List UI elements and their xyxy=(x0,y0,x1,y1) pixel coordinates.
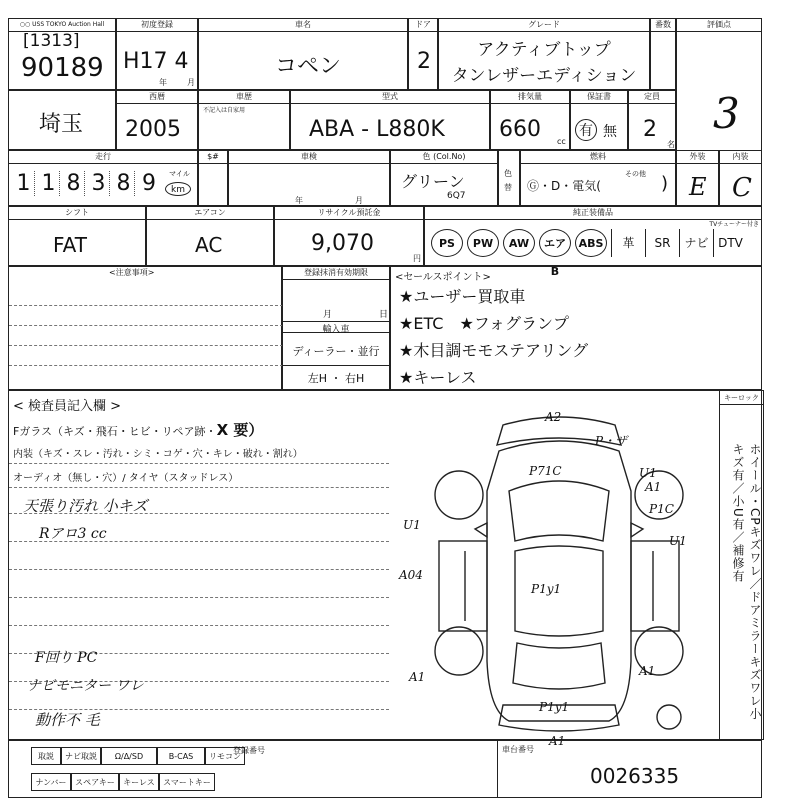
inspection-label: 車検 xyxy=(229,151,389,164)
equipment-item: エアB xyxy=(539,229,571,257)
equipment-item: PS xyxy=(431,229,463,257)
displacement: 660 xyxy=(499,117,541,142)
car-damage-diagram xyxy=(399,410,717,748)
interior-box xyxy=(719,150,762,206)
mileage-digit: 3 xyxy=(88,171,110,196)
damage-mark: A1 xyxy=(639,664,656,678)
history-box xyxy=(198,90,290,150)
reg-month: 月 xyxy=(323,310,333,320)
model-box xyxy=(290,90,490,150)
footer-box xyxy=(8,740,762,798)
caution-box xyxy=(8,266,282,390)
lot-box xyxy=(8,18,116,90)
warranty-label: 保証書 xyxy=(571,91,627,104)
interior-label: 内装 xyxy=(720,151,761,164)
import-label: 輸入車 xyxy=(283,321,389,333)
capacity-box xyxy=(628,90,676,150)
recycle-box xyxy=(274,206,424,266)
shift: FAT xyxy=(53,233,88,257)
color-code: 6Q7 xyxy=(447,191,466,201)
mileage-digit: 8 xyxy=(63,171,85,196)
glass-text: Fガラス（キズ・飛石・ヒビ・リペア跡・ xyxy=(13,425,217,438)
count-label: 番数 xyxy=(651,19,675,32)
model: ABA - L880K xyxy=(309,117,445,142)
lot-number: 90189 xyxy=(21,53,104,83)
inspection-month: 月 xyxy=(355,196,363,205)
damage-mark: P1y1 xyxy=(531,582,562,596)
equipment-item: 革 xyxy=(611,229,645,257)
mileage-label: 走行 xyxy=(9,151,197,164)
grade-line1: アクティブトップ xyxy=(477,40,611,60)
equipment-item: DTV xyxy=(713,229,747,257)
equipment-row xyxy=(425,219,763,278)
hand-note-3: F回り PC xyxy=(35,650,98,666)
caution-label: <注意事項> xyxy=(109,268,155,277)
year-label: 西暦 xyxy=(117,91,197,104)
mileage-digit: 1 xyxy=(13,171,35,196)
import-value: ディーラー・並行 xyxy=(292,345,380,358)
equipment-box xyxy=(424,206,762,278)
first-reg-value: H17 4 xyxy=(123,49,189,74)
footer-equip-item: 取説 xyxy=(31,747,61,765)
mileage-digit: 9 xyxy=(142,171,156,196)
sales-list xyxy=(399,283,588,391)
year: 2005 xyxy=(125,117,181,142)
warranty-no: 無 xyxy=(603,124,617,140)
car-name: コペン xyxy=(275,54,342,79)
damage-mark: A04 xyxy=(399,568,423,582)
warranty-yes: 有 xyxy=(575,119,597,141)
lot-id: [1313] xyxy=(23,31,80,51)
score: 3 xyxy=(713,89,740,138)
mileage-digit: 8 xyxy=(113,171,135,196)
equipment-item: AW xyxy=(503,229,535,257)
hand-note-1: 天張り汚れ 小キズ xyxy=(23,497,148,515)
grade-label: グレード xyxy=(439,19,649,32)
footer-equip-item: キーレス xyxy=(119,773,159,791)
sales-point: ★ユーザー買取車 xyxy=(399,287,526,306)
score-label: 評価点 xyxy=(677,19,761,32)
history-note: 不記入は自家用 xyxy=(203,107,246,114)
handle-value: 左H ・ 右H xyxy=(283,365,389,391)
sales-label: <セールスポイント> xyxy=(395,272,491,283)
interior: C xyxy=(732,173,752,203)
damage-mark: P1C xyxy=(649,502,674,516)
equipment-item: ABS xyxy=(575,229,607,257)
glass-line xyxy=(13,419,263,440)
fuel-label: 燃料 xyxy=(521,151,675,164)
shift-box xyxy=(8,206,146,266)
chassis-label: 車台番号 xyxy=(502,745,534,754)
mileage-box xyxy=(8,150,198,206)
fuel-close: ) xyxy=(661,173,669,194)
footer-equip-item: B-CAS xyxy=(157,747,205,765)
glass-mark: X 要） xyxy=(216,421,264,439)
shift-label: シフト xyxy=(9,207,145,220)
footer-equip-item: Ω/Δ/SD xyxy=(101,747,157,765)
first-reg-box xyxy=(116,18,198,90)
hand-note-4: ナビモニター ワレ xyxy=(27,678,144,694)
exterior: E xyxy=(689,173,707,201)
auction-sheet xyxy=(8,0,762,800)
doors-label: ドア xyxy=(409,19,437,32)
color: グリーン xyxy=(401,172,465,191)
reg-no-label: 登録番号 xyxy=(233,746,265,755)
doors: 2 xyxy=(417,49,431,74)
region-box xyxy=(8,90,116,150)
ac: AC xyxy=(195,233,223,257)
fuel-box xyxy=(520,150,676,206)
yen-unit: 円 xyxy=(413,254,421,263)
keylock-label: キーロック xyxy=(720,393,763,405)
damage-marks xyxy=(398,410,687,748)
registration-label: 登録抹消有効期限 xyxy=(283,267,389,280)
unit-mile: マイル xyxy=(169,170,190,178)
damage-mark: U1 xyxy=(403,518,421,532)
car-name-box xyxy=(198,18,408,90)
count-box xyxy=(650,18,676,90)
hand-note-5: 動作不 毛 xyxy=(35,711,100,729)
registration-box xyxy=(282,266,390,390)
month-kanji: 月 xyxy=(187,78,195,87)
year-kanji: 年 xyxy=(159,78,167,87)
chassis-box xyxy=(497,740,763,798)
equipment-item: ナビ xyxy=(679,229,713,257)
model-label: 型式 xyxy=(291,91,489,104)
equipment-item: SR xyxy=(645,229,679,257)
inspection-box xyxy=(228,150,390,206)
displacement-label: 排気量 xyxy=(491,91,569,104)
s-box xyxy=(198,150,228,206)
persons-unit: 名 xyxy=(667,140,675,149)
mileage-digit: 1 xyxy=(38,171,60,196)
capacity: 2 xyxy=(643,117,657,142)
audio-line: オーディオ（無し・穴）/ タイヤ（スタッドレス） xyxy=(13,473,239,484)
color-change-box xyxy=(498,150,520,206)
sales-point: ★キーレス xyxy=(399,368,477,387)
interior-line: 内装（キズ・スレ・汚れ・シミ・コゲ・穴・キレ・破れ・割れ） xyxy=(13,449,303,460)
capacity-label: 定員 xyxy=(629,91,675,104)
footer-equip-item: スマートキー xyxy=(159,773,215,791)
damage-mark: P・ザ xyxy=(595,434,628,448)
warranty-box xyxy=(570,90,628,150)
side-notes: ホイール・CPキズワレ／ドアミラーキズワレ小キズ有／小U有／補修有 xyxy=(731,443,762,721)
history-label: 車歴 xyxy=(199,91,289,104)
sales-box xyxy=(390,266,762,390)
grade-box xyxy=(438,18,650,90)
damage-mark: A2 xyxy=(545,410,562,424)
sales-point: ★木目調モモステアリング xyxy=(399,341,589,360)
exterior-label: 外装 xyxy=(677,151,718,164)
damage-mark: U1 xyxy=(669,534,687,548)
damage-mark: A1 xyxy=(409,670,426,684)
color-box xyxy=(390,150,498,206)
inspector-title: < 検査員記入欄 > xyxy=(13,399,122,414)
cc-unit: cc xyxy=(557,137,566,146)
chassis-number: 0026335 xyxy=(590,764,680,788)
unit-km: km xyxy=(165,182,191,196)
inspection-year: 年 xyxy=(295,196,303,205)
damage-mark: A1 xyxy=(549,734,566,748)
navi-tuner-label: TVチューナー付き xyxy=(709,221,759,228)
footer-equip-item: ナビ取説 xyxy=(61,747,101,765)
equipment-label: 純正装備品 xyxy=(425,207,761,220)
keylock-panel xyxy=(719,390,764,740)
sales-point: ★ETC ★フォグランプ xyxy=(399,314,570,333)
car-name-label: 車名 xyxy=(199,19,407,32)
fuel-other: その他 xyxy=(625,170,646,178)
damage-mark: P71C xyxy=(529,464,562,478)
footer-equip-item: スペアキー xyxy=(71,773,119,791)
ac-box xyxy=(146,206,274,266)
footer-equip-item: リモコン xyxy=(205,747,245,765)
year-box xyxy=(116,90,198,150)
reg-day: 日 xyxy=(379,310,389,320)
color-label: 色 (Col.No) xyxy=(391,151,497,164)
ac-label: エアコン xyxy=(147,207,273,220)
s-label: $# xyxy=(199,151,227,164)
damage-mark: P1y1 xyxy=(539,700,570,714)
recycle: 9,070 xyxy=(311,231,374,256)
footer-equip-item: ナンバー xyxy=(31,773,71,791)
doors-box xyxy=(408,18,438,90)
inspector-box xyxy=(8,390,762,748)
damage-mark: A1 xyxy=(645,480,662,494)
color-change-label: 色替 xyxy=(504,169,512,192)
grade-line2: タンレザーエディション xyxy=(451,66,637,86)
hand-note-2: Rアロ3 cc xyxy=(39,526,107,542)
displacement-box xyxy=(490,90,570,150)
fuel-options: Ⓖ・D・電気( xyxy=(527,179,601,193)
dealer-header: ○○ USS TOKYO Auction Hall xyxy=(9,19,115,32)
region: 埼玉 xyxy=(39,112,84,137)
first-reg-label: 初度登録 xyxy=(117,19,197,32)
equipment-item: PW xyxy=(467,229,499,257)
exterior-box xyxy=(676,150,719,206)
recycle-label: リサイクル預託金 xyxy=(275,207,423,220)
damage-mark: U1 xyxy=(639,466,657,480)
